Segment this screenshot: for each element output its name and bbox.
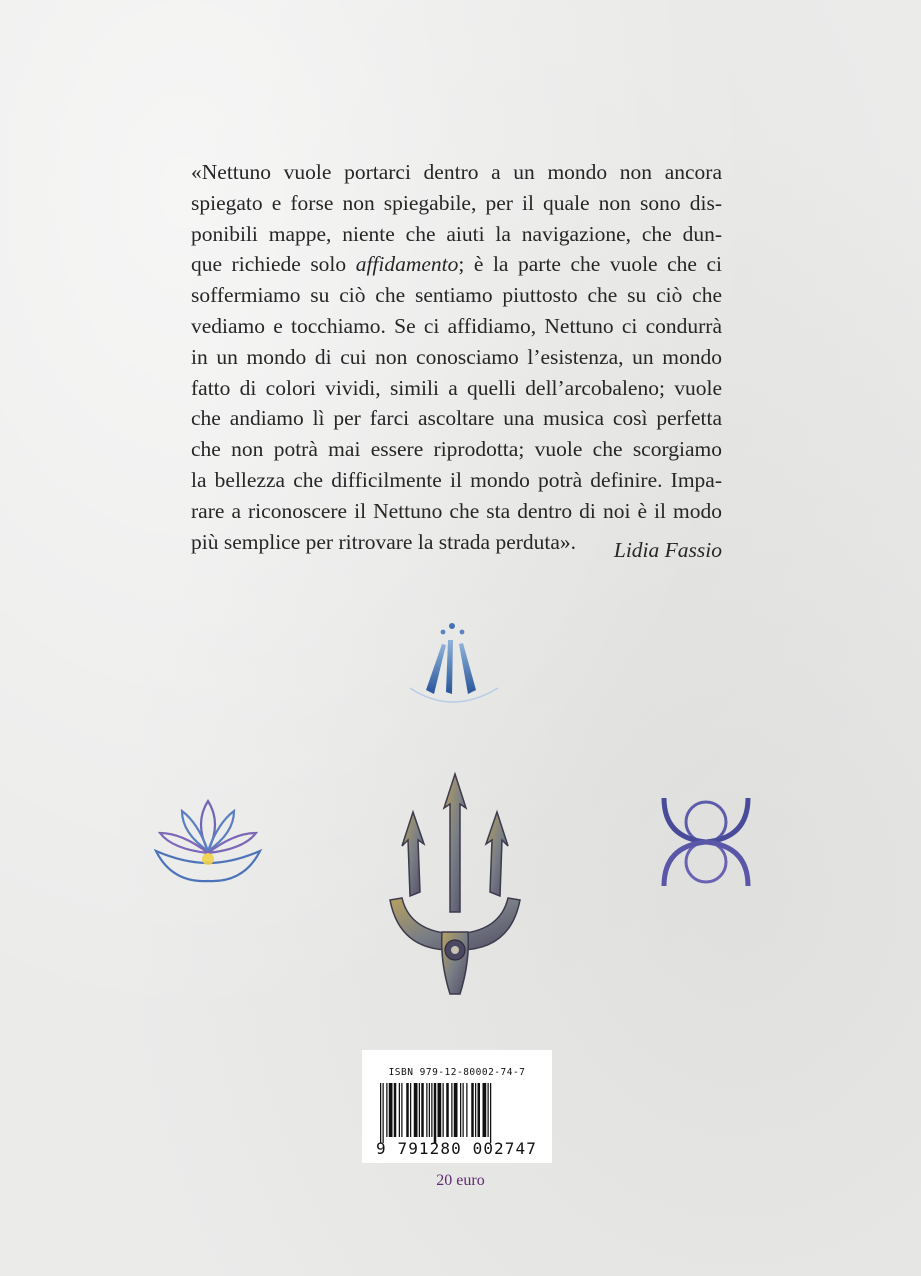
quote-italic-word: affidamento — [355, 252, 459, 277]
barcode-bar — [463, 1083, 464, 1137]
barcode-bar — [401, 1083, 402, 1137]
isbn-label: ISBN 979-12-80002-74-7 — [388, 1067, 526, 1078]
barcode-bar — [434, 1083, 437, 1143]
barcode-bar — [429, 1083, 430, 1137]
barcode-bar — [438, 1083, 442, 1137]
barcode-bar — [471, 1083, 474, 1137]
price-label: 20 euro — [436, 1172, 485, 1189]
quote-line: «Nettuno vuole portarci dentro a un mondo non ancora — [191, 160, 722, 184]
quote-line: in un mondo di cui non conosciamo l’esistenza, un mondo — [191, 344, 722, 369]
barcode-bar — [475, 1083, 476, 1137]
neptune-trident-icon — [380, 772, 530, 998]
barcode-bar — [490, 1083, 491, 1143]
barcode-bar — [446, 1083, 449, 1137]
barcode-bar — [419, 1083, 420, 1137]
barcode-digits: 9 791280 002747 — [376, 1139, 537, 1158]
barcode-bar — [394, 1083, 397, 1137]
quote-line — [191, 249, 722, 280]
barcode-bars — [380, 1083, 538, 1143]
barcode-bar — [406, 1083, 409, 1137]
quote-author: Lidia Fassio — [613, 538, 722, 562]
barcode-bar — [454, 1083, 458, 1137]
barcode-bar — [478, 1083, 481, 1137]
barcode-bar — [414, 1083, 418, 1137]
quote-line: rare a riconoscere il Nettuno che sta dentro di noi è il modo — [191, 498, 722, 523]
barcode-bar — [466, 1083, 467, 1137]
barcode-bar — [389, 1083, 393, 1137]
quote-line: soffermiamo su ciò che sentiamo piuttosto che su ciò che — [191, 283, 722, 308]
barcode-bar — [383, 1083, 384, 1143]
barcode-bar — [380, 1083, 381, 1143]
quote-line: che non potrà mai essere riprodotta; vuole che scorgiamo — [191, 437, 722, 462]
quote-line: fatto di colori vividi, simili a quelli dell’arcobaleno; vuole — [191, 375, 722, 400]
barcode-bar — [443, 1083, 444, 1137]
quote-text: que richiede solo — [191, 252, 356, 277]
quote-block — [191, 157, 722, 557]
barcode-bar — [386, 1083, 387, 1137]
barcode-bar — [431, 1083, 432, 1137]
barcode-bar — [460, 1083, 461, 1137]
lotus-flower-icon — [152, 793, 264, 887]
quote-line: vediamo e tocchiamo. Se ci affidiamo, Nettuno ci condurrà — [191, 313, 722, 338]
barcode-bar — [451, 1083, 452, 1137]
barcode-panel — [362, 1050, 552, 1163]
barcode-bar — [399, 1083, 400, 1137]
quote-line: spiegato e forse non spiegabile, per il quale non sono dis- — [191, 190, 722, 215]
aquarius-water-drops-icon — [404, 618, 504, 710]
barcode-bar — [410, 1083, 411, 1137]
quote-line: che andiamo lì per farci ascoltare una musica così perfetta — [191, 406, 722, 431]
quote-line: ponibili mappe, niente che aiuti la navigazione, che dun- — [191, 221, 722, 246]
barcode-bar — [426, 1083, 427, 1137]
quote-line: più semplice per ritrovare la strada perduta». — [191, 529, 577, 554]
barcode-bar — [421, 1083, 424, 1137]
intertwined-crescents-icon — [660, 792, 752, 890]
quote-line: la bellezza che difficilmente il mondo potrà definire. Impa- — [191, 467, 722, 492]
barcode-bar — [488, 1083, 489, 1137]
barcode-bar — [483, 1083, 487, 1137]
quote-text: ; è la parte che vuole che ci — [458, 252, 722, 277]
